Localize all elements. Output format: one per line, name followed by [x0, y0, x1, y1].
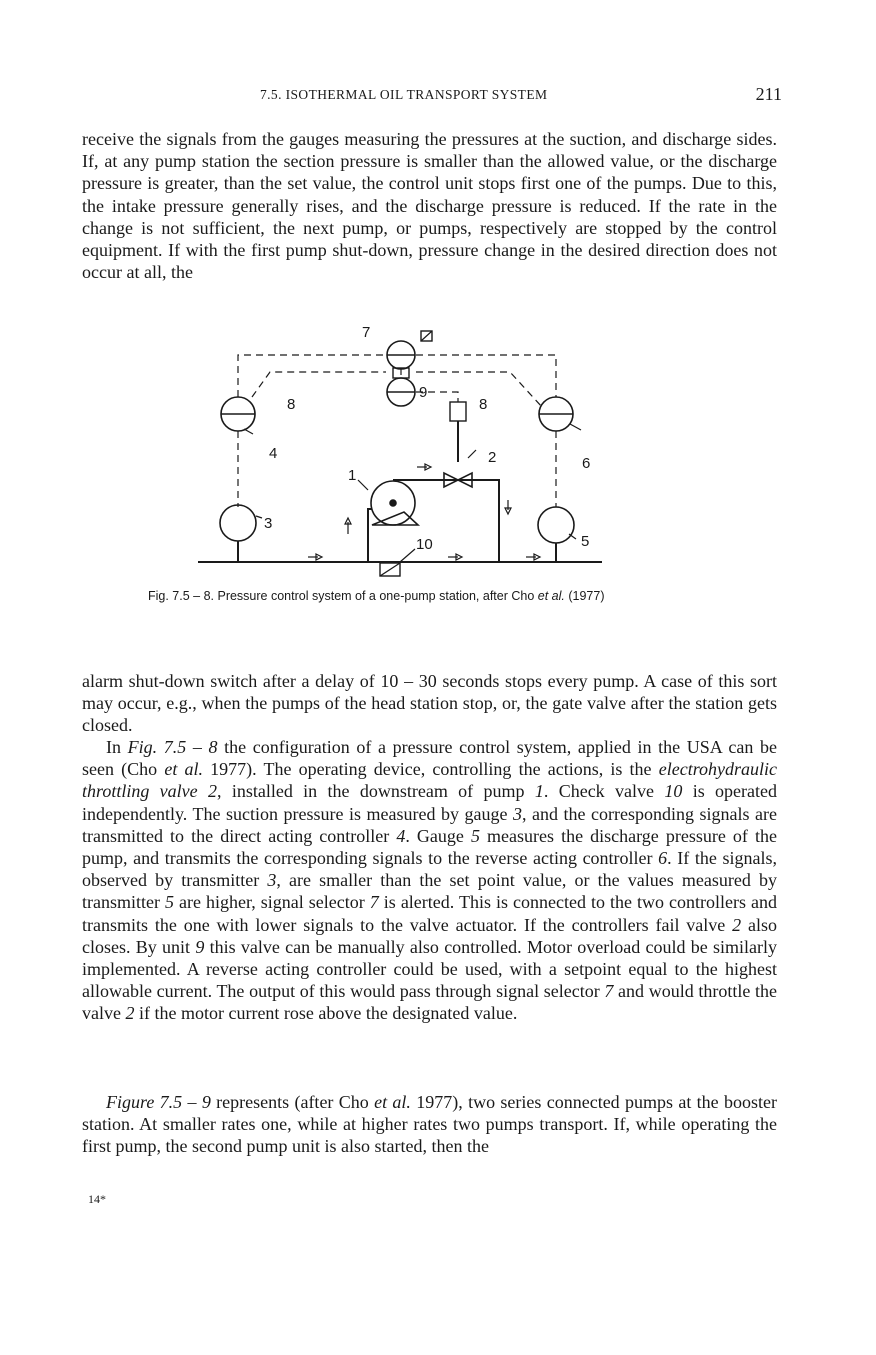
figure-7-5-8: [190, 312, 610, 582]
label-2: 2: [488, 449, 497, 466]
label-9: 9: [419, 384, 428, 401]
label-6: 6: [582, 455, 591, 472]
page-header: [82, 84, 782, 110]
paragraph-3: In Fig. 7.5 – 8 the configuration of a pressure control system, applied in the USA can be seen (Cho et al. 1977). The operating device, controlling the actions, is the electrohydraulic throttling valve 2, installed in the downstream of pump 1. Check valve 10 is operated independently. The suction pressure is measured by gauge 3, and the corresponding signals are transmitted to the direct acting controller 4. Gauge 5 measures the discharge pressure of the pump, and transmits the corresponding signals to the reverse acting controller 6. If the signals, observed by transmitter 3, are smaller than the set point value, or the values measured by transmitter 5 are higher, signal selector 7 is alerted. This is connected to the two controllers and transmits the one with lower signals to the valve actuator. If the controllers fail valve 2 also closes. By unit 9 this valve can be manually also controlled. Motor overload could be similarly implemented. A reverse acting controller could be used, with a setpoint equal to the highest allowable current. The output of this would pass through signal selector 7 and would throttle the valve 2 if the motor current rose above the designated value.: [82, 737, 778, 1024]
page-number: 211: [755, 84, 782, 104]
paragraph-2: alarm shut-down switch after a delay of 10 – 30 seconds stops every pump. A case of this sort may occur, e.g., when the pumps of the head station stop, or, the gate valve after the station gets closed.: [82, 671, 777, 736]
label-7: 7: [362, 324, 371, 341]
label-3: 3: [264, 515, 273, 532]
valve-term: electrohydraulic throttling valve 2: [82, 759, 778, 802]
running-head: 7.5. ISOTHERMAL OIL TRANSPORT SYSTEM: [260, 87, 548, 102]
process-piping: [198, 421, 602, 562]
label-8-right: 8: [479, 396, 488, 413]
controller-6: [539, 397, 581, 431]
figure-reference: Figure 7.5 – 9: [106, 1092, 211, 1112]
figure-caption: Fig. 7.5 – 8. Pressure control system of a one-pump station, after Cho et al. (1977): [148, 589, 605, 603]
label-1: 1: [348, 467, 357, 484]
controller-4: [221, 397, 255, 434]
signal-selector-7: [387, 331, 432, 369]
paragraph-4: Figure 7.5 – 9 represents (after Cho et al. 1977), two series connected pumps at the booster station. At smaller rates one, while at higher rates two pumps transport. If, while operating the first pump, the second pump unit is also started, then the: [82, 1092, 777, 1157]
component-labels: [264, 324, 590, 553]
label-5: 5: [581, 533, 590, 550]
paragraph-1: receive the signals from the gauges measuring the pressures at the suction, and discharge sides. If, at any pump station the section pressure is smaller than the allowed value, or the discharge pressure is greater, than the set value, the control unit stops first one of the pumps. Due to this, the intake pressure generally rises, and the discharge pressure is reduced. If the rate in the change is not sufficient, the next pump, or pumps, respectively are stopped by the control equipment. If with the first pump shut-down, pressure change in the desired direction does not occur at all, the: [82, 129, 777, 283]
label-8-left: 8: [287, 396, 296, 413]
label-4: 4: [269, 445, 278, 462]
gauge-5: [538, 507, 576, 543]
label-10: 10: [416, 536, 433, 553]
gauge-3: [220, 505, 262, 541]
valve-2: [444, 402, 476, 487]
pressure-control-diagram: [190, 312, 610, 582]
signature-mark: 14*: [88, 1192, 106, 1206]
figure-reference: Fig. 7.5 – 8: [127, 737, 218, 757]
